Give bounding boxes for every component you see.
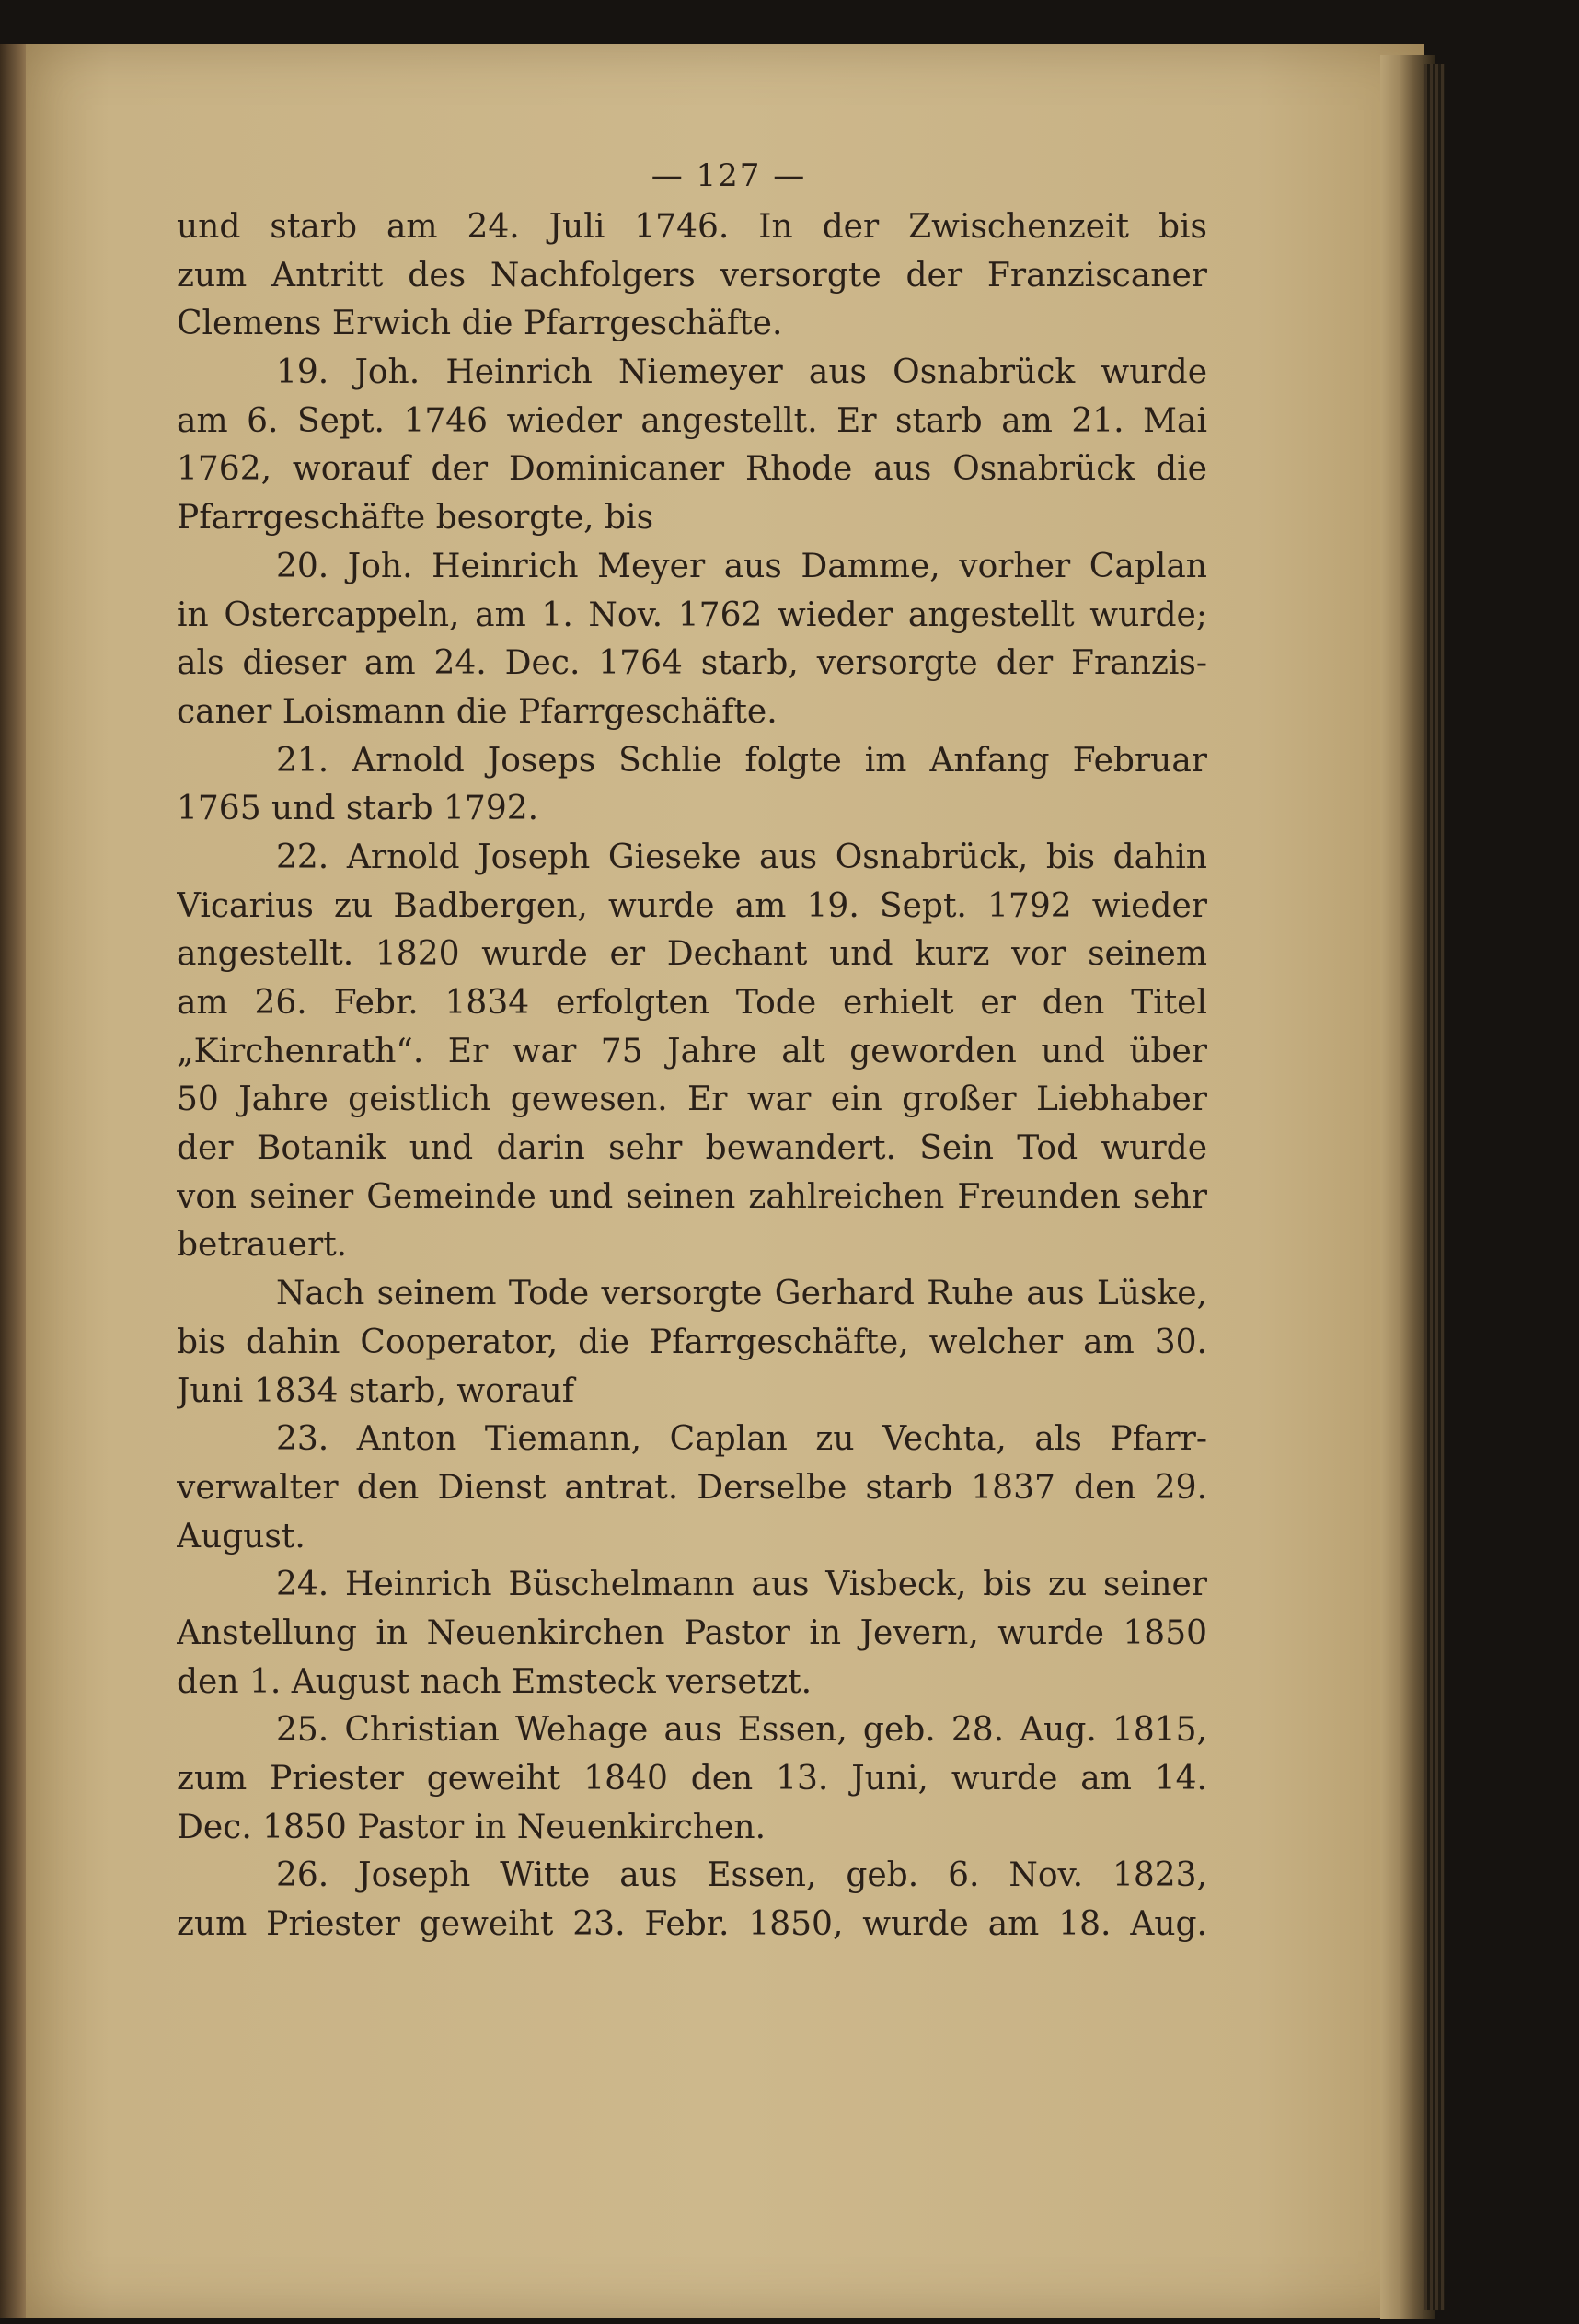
text-line: verwalter den Dienst antrat. Derselbe starb 1837 den 29.: [177, 1468, 1207, 1507]
text-line: zum Priester geweiht 23. Febr. 1850, wurde am 18. Aug.: [177, 1905, 1207, 1944]
text-line: betrauert.: [177, 1226, 348, 1265]
text-line: 20. Joh. Heinrich Meyer aus Damme, vorher Caplan: [276, 547, 1207, 585]
text-line: am 6. Sept. 1746 wieder angestellt. Er starb am 21. Mai: [177, 401, 1207, 440]
text-line: 25. Christian Wehage aus Essen, geb. 28. Aug. 1815,: [276, 1711, 1207, 1750]
text-line: August.: [177, 1517, 305, 1555]
text-line: zum Priester geweiht 1840 den 13. Juni, wurde am 14.: [177, 1760, 1207, 1798]
text-line: 19. Joh. Heinrich Niemeyer aus Osnabrück wurde: [276, 353, 1207, 392]
text-line: 22. Arnold Joseph Gieseke aus Osnabrück, bis dahin: [276, 838, 1207, 876]
page-text-block: [177, 152, 1207, 1949]
text-line: den 1. August nach Emsteck versetzt.: [177, 1662, 813, 1701]
text-line: bis dahin Cooperator, die Pfarrgeschäfte, welcher am 30.: [177, 1323, 1207, 1361]
text-line: Anstellung in Neuenkirchen Pastor in Jevern, wurde 1850: [177, 1613, 1207, 1652]
text-line: 23. Anton Tiemann, Caplan zu Vechta, als Pfarr-: [276, 1420, 1207, 1459]
text-line: 1765 und starb 1792.: [177, 790, 539, 828]
text-line: in Ostercappeln, am 1. Nov. 1762 wieder angestellt wurde;: [177, 595, 1207, 634]
text-line: 26. Joseph Witte aus Essen, geb. 6. Nov. 1823,: [276, 1856, 1207, 1895]
text-line: Clemens Erwich die Pfarrgeschäfte.: [177, 305, 783, 343]
text-line: Vicarius zu Badbergen, wurde am 19. Sept. 1792 wieder: [177, 886, 1207, 925]
text-line: von seiner Gemeinde und seinen zahlreichen Freunden sehr: [177, 1177, 1207, 1216]
text-line: am 26. Febr. 1834 erfolgten Tode erhielt er den Titel: [177, 984, 1207, 1022]
text-line: und starb am 24. Juli 1746. In der Zwischenzeit bis: [177, 208, 1207, 246]
text-line: Pfarrgeschäfte besorgte, bis: [177, 499, 654, 538]
text-line: der Botanik und darin sehr bewandert. Sein Tod wurde: [177, 1129, 1207, 1168]
text-line: 24. Heinrich Büschelmann aus Visbeck, bis zu seiner: [276, 1566, 1207, 1604]
text-line: „Kirchenrath“. Er war 75 Jahre alt geworden und über: [177, 1032, 1207, 1070]
text-line: angestellt. 1820 wurde er Dechant und kurz vor seinem: [177, 935, 1207, 974]
text-line: Nach seinem Tode versorgte Gerhard Ruhe aus Lüske,: [276, 1275, 1207, 1313]
text-line: caner Loismann die Pfarrgeschäfte.: [177, 692, 778, 731]
text-line: 50 Jahre geistlich gewesen. Er war ein großer Liebhaber: [177, 1081, 1207, 1119]
page-stack-edge: [1424, 64, 1445, 2310]
text-lines: [177, 203, 1207, 1949]
text-line: Dec. 1850 Pastor in Neuenkirchen.: [177, 1808, 766, 1846]
text-line: 1762, worauf der Dominicaner Rhode aus Osnabrück die: [177, 450, 1207, 489]
text-line: zum Antritt des Nachfolgers versorgte der Franziscaner: [177, 256, 1207, 295]
text-line: Juni 1834 starb, worauf: [177, 1371, 575, 1410]
text-line: als dieser am 24. Dec. 1764 starb, versorgte der Franzis-: [177, 644, 1207, 683]
text-line: 21. Arnold Joseps Schlie folgte im Anfang Februar: [276, 741, 1207, 780]
page-number: — 127 —: [651, 157, 807, 194]
